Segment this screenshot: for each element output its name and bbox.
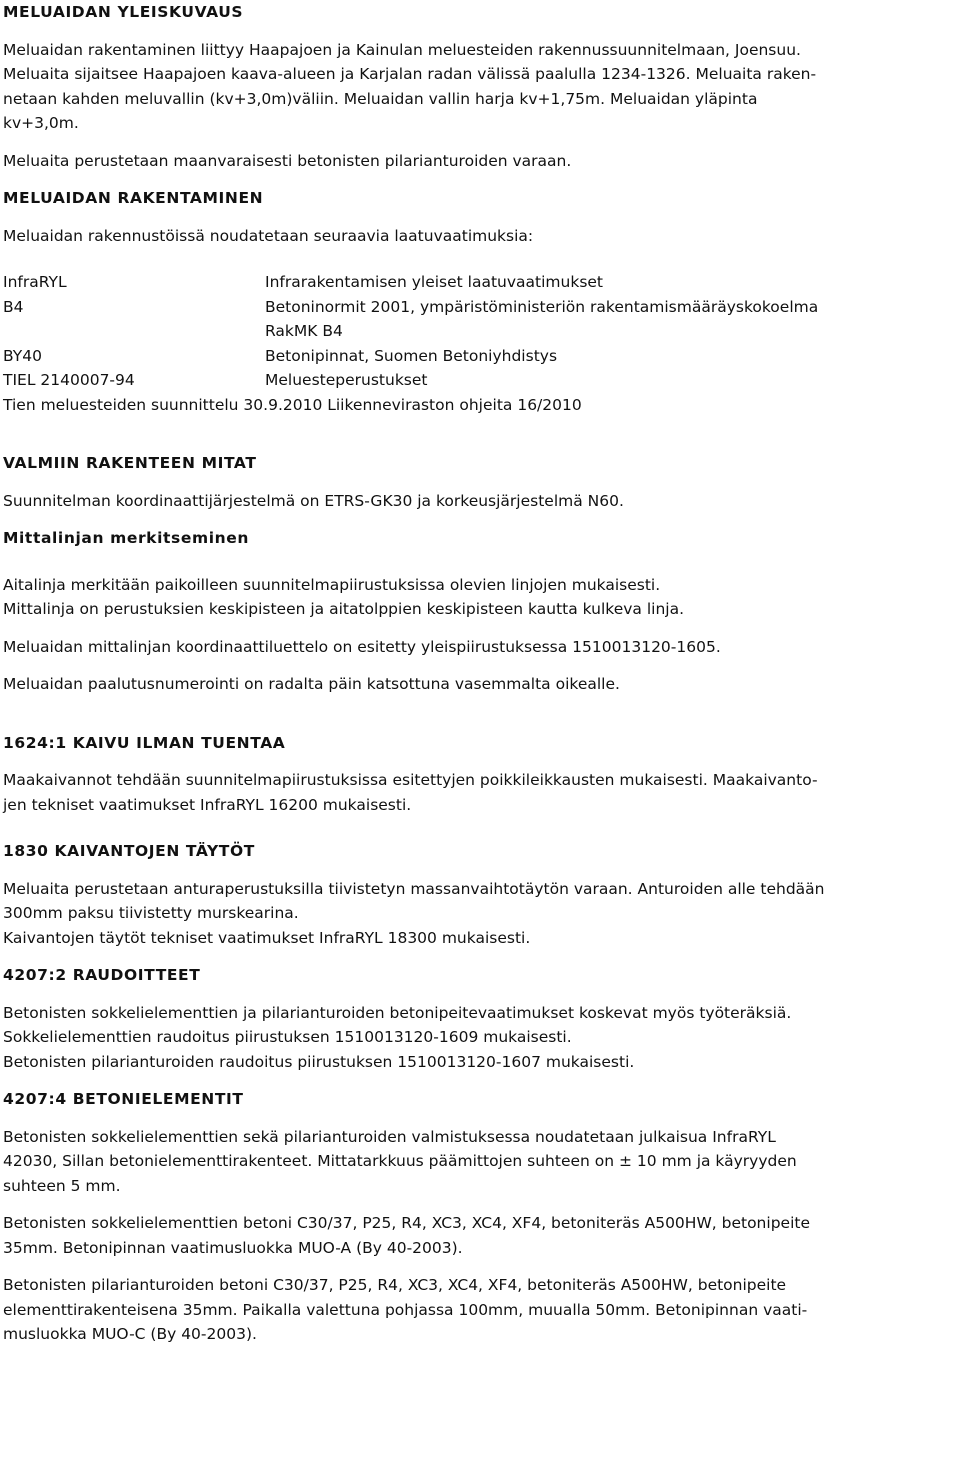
section-taytot bbox=[3, 839, 955, 950]
standard-code: TIEL 2140007-94 bbox=[3, 371, 135, 389]
text-line: 42030, Sillan betonielementtirakenteet. Mittatarkkuus päämittojen suhteen on ± 10 mm ja käyryyden bbox=[3, 1152, 797, 1170]
text-line: Kaivantojen täytöt tekniset vaatimukset InfraRYL 18300 mukaisesti. bbox=[3, 928, 531, 947]
standard-code: BY40 bbox=[3, 346, 42, 365]
text-line: Meluaita perustetaan anturaperustuksilla tiivistetyn massanvaihtotäytön varaan. Anturoiden alle tehdään bbox=[3, 879, 825, 898]
document-page bbox=[3, 0, 955, 1347]
standard-desc: Infrarakentamisen yleiset laatuvaatimukset bbox=[265, 273, 604, 291]
section-heading: 4207:4 BETONIELEMENTIT bbox=[3, 1090, 244, 1108]
text-line: 300mm paksu tiivistetty murskearina. bbox=[3, 904, 299, 922]
standard-row bbox=[3, 270, 955, 295]
section-betonielementit bbox=[3, 1087, 955, 1347]
text-line: jen tekniset vaatimukset InfraRYL 16200 mukaisesti. bbox=[3, 795, 412, 814]
section-kaivu bbox=[3, 731, 955, 818]
text-line: Meluaidan rakentaminen liittyy Haapajoen ja Kainulan meluesteiden rakennussuunnitelmaan, Joensuu. bbox=[3, 40, 801, 59]
section-heading: 1830 KAIVANTOJEN TÄYTÖT bbox=[3, 842, 255, 860]
section-heading: MELUAIDAN RAKENTAMINEN bbox=[3, 189, 264, 207]
text-line: musluokka MUO-C (By 40-2003). bbox=[3, 1325, 257, 1343]
text-line: Maakaivannot tehdään suunnitelmapiirustuksissa esitettyjen poikkileikkausten mukaisesti. Maakaivanto- bbox=[3, 771, 818, 789]
standard-desc: Betoninormit 2001, ympäristöministeriön rakentamismääräyskokoelma bbox=[265, 297, 819, 316]
text-line: Mittalinja on perustuksien keskipisteen ja aitatolppien keskipisteen kautta kulkeva linja. bbox=[3, 600, 685, 618]
standard-desc: RakMK B4 bbox=[265, 322, 343, 340]
text-line: Aitalinja merkitään paikoilleen suunnitelmapiirustuksissa olevien linjojen mukaisesti. bbox=[3, 575, 661, 594]
text-line: Meluaita perustetaan maanvaraisesti betonisten pilarianturoiden varaan. bbox=[3, 151, 572, 170]
section-heading: MELUAIDAN YLEISKUVAUS bbox=[3, 3, 244, 21]
text-line: Betonisten pilarianturoiden raudoitus piirustuksen 1510013120-1607 mukaisesti. bbox=[3, 1052, 635, 1071]
text-line: suhteen 5 mm. bbox=[3, 1176, 121, 1195]
text-line: Meluaidan rakennustöissä noudatetaan seuraavia laatuvaatimuksia: bbox=[3, 226, 534, 245]
standard-row bbox=[3, 344, 955, 369]
standard-row bbox=[3, 368, 955, 393]
text-line: Meluaidan paalutusnumerointi on radalta päin katsottuna vasemmalta oikealle. bbox=[3, 675, 620, 693]
standard-row bbox=[3, 319, 955, 344]
subsection-heading: Mittalinjan merkitseminen bbox=[3, 529, 250, 547]
text-line: Betonisten sokkelielementtien ja pilarianturoiden betonipeitevaatimukset koskevat myös työteräksiä. bbox=[3, 1003, 792, 1022]
standard-code: B4 bbox=[3, 297, 24, 316]
standards-list bbox=[3, 270, 955, 393]
standard-code bbox=[3, 319, 265, 344]
text-line: netaan kahden meluvallin (kv+3,0m)väliin. Meluaidan vallin harja kv+1,75m. Meluaidan yläpinta bbox=[3, 89, 758, 108]
text-line: Meluaidan mittalinjan koordinaattiluettelo on esitetty yleispiirustuksessa 1510013120-1605. bbox=[3, 637, 721, 656]
text-line: elementtirakenteisena 35mm. Paikalla valettuna pohjassa 100mm, muualla 50mm. Betonipinnan vaati- bbox=[3, 1300, 808, 1319]
section-raudoitteet bbox=[3, 963, 955, 1074]
text-line: Meluaita sijaitsee Haapajoen kaava-alueen ja Karjalan radan välissä paalulla 1234-1326. Meluaita raken- bbox=[3, 65, 817, 83]
section-yleiskuvaus bbox=[3, 0, 955, 173]
standard-row bbox=[3, 295, 955, 320]
section-heading: VALMIIN RAKENTEEN MITAT bbox=[3, 454, 257, 472]
text-line: Betonisten sokkelielementtien betoni C30/37, P25, R4, XC3, XC4, XF4, betoniteräs A500HW, betonipeite bbox=[3, 1214, 810, 1232]
standard-code: InfraRYL bbox=[3, 273, 67, 291]
text-line: 35mm. Betonipinnan vaatimusluokka MUO-A (By 40-2003). bbox=[3, 1238, 463, 1257]
text-line: kv+3,0m. bbox=[3, 114, 79, 132]
standard-desc: Meluesteperustukset bbox=[265, 371, 428, 389]
section-heading: 1624:1 KAIVU ILMAN TUENTAA bbox=[3, 733, 286, 752]
section-mitat bbox=[3, 451, 955, 697]
text-line: Tien meluesteiden suunnittelu 30.9.2010 Liikenneviraston ohjeita 16/2010 bbox=[3, 395, 582, 414]
text-line: Betonisten pilarianturoiden betoni C30/37, P25, R4, XC3, XC4, XF4, betoniteräs A500HW, betonipeite bbox=[3, 1276, 787, 1294]
section-heading: 4207:2 RAUDOITTEET bbox=[3, 966, 201, 984]
text-line: Suunnitelman koordinaattijärjestelmä on ETRS-GK30 ja korkeusjärjestelmä N60. bbox=[3, 491, 624, 510]
standard-desc: Betonipinnat, Suomen Betoniyhdistys bbox=[265, 346, 558, 365]
text-line: Sokkelielementtien raudoitus piirustuksen 1510013120-1609 mukaisesti. bbox=[3, 1028, 572, 1046]
text-line: Betonisten sokkelielementtien sekä pilarianturoiden valmistuksessa noudatetaan julkaisua InfraRYL bbox=[3, 1127, 776, 1146]
section-rakentaminen bbox=[3, 186, 955, 417]
